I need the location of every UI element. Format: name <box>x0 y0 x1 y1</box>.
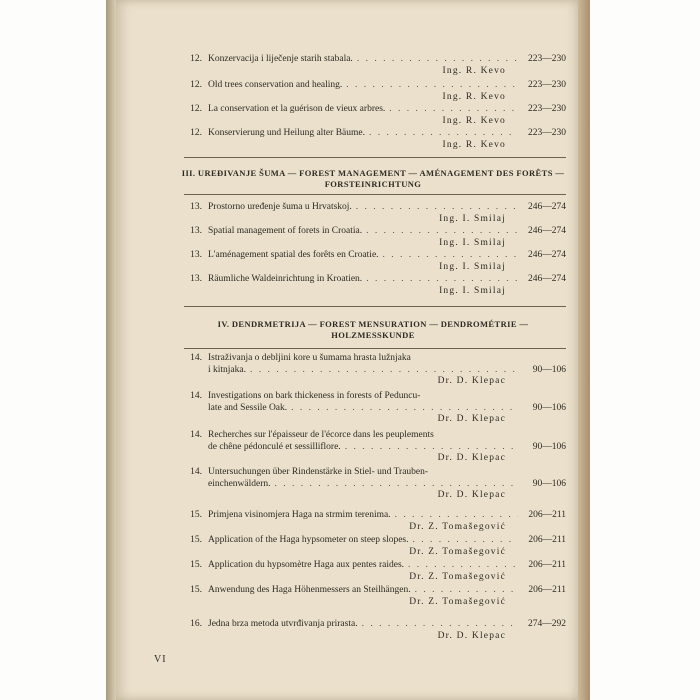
toc-entry <box>186 128 566 151</box>
section-rule <box>184 306 566 307</box>
toc-entry <box>186 535 566 558</box>
entry-author: Ing. I. Smilaj <box>439 213 506 224</box>
dot-leader <box>369 128 518 140</box>
entry-author: Dr. Z. Tomašegović <box>409 546 506 557</box>
dot-leader <box>250 365 518 377</box>
toc-entry <box>186 353 566 388</box>
toc-entry <box>186 250 566 273</box>
dot-leader <box>366 226 518 238</box>
entry-author: Ing. R. Kevo <box>442 65 506 76</box>
toc-entry <box>186 54 566 77</box>
toc-entry <box>186 80 566 103</box>
entry-pages: 90—106 <box>532 402 566 413</box>
entry-author: Dr. D. Klepac <box>437 414 506 424</box>
toc-entry <box>186 202 566 225</box>
entry-number: 12. <box>190 54 202 64</box>
toc-entry <box>186 467 566 502</box>
entry-title: Istraživanja o debljini kore u šumama hrasta lužnjaka <box>208 353 411 363</box>
toc-entry <box>186 560 566 583</box>
entry-title: Primjena visinomjera Haga na strmim terenima. <box>208 510 391 520</box>
entry-pages: 90—106 <box>532 441 566 452</box>
entry-title: Recherches sur l'épaisseur de l'écorce dans les peuplements <box>208 430 434 440</box>
entry-number: 15. <box>190 585 202 595</box>
entry-title: Application du hypsomètre Haga aux pentes raides. <box>208 560 405 570</box>
dot-leader <box>357 54 518 66</box>
dot-leader <box>413 535 518 547</box>
entry-pages: 246—274 <box>528 226 566 236</box>
entry-pages: 90—106 <box>532 364 566 375</box>
entry-pages: 246—274 <box>528 250 566 260</box>
entry-number: 12. <box>190 128 202 138</box>
entry-author: Dr. D. Klepac <box>437 630 506 641</box>
section-rule <box>184 194 566 195</box>
entry-pages: 223—230 <box>528 80 566 90</box>
book-binding-right <box>578 0 590 700</box>
section-heading: IV. DENDRMETRIJA — FOREST MENSURATION — DENDROMÉTRIE — HOLZMESSKUNDE <box>217 319 529 340</box>
dot-leader <box>356 202 518 214</box>
entry-title: Räumliche Waldeinrichtung in Kroatien. <box>208 274 363 284</box>
entry-number: 15. <box>190 510 202 520</box>
entry-pages: 206—211 <box>528 535 566 545</box>
entry-title-continued: de chêne pédonculé et sessilliflore. <box>208 441 341 452</box>
dot-leader <box>366 274 518 286</box>
entry-title-continued: einchenwäldern. <box>208 478 271 489</box>
entry-title: Application of the Haga hypsometer on steep slopes. <box>208 535 409 545</box>
entry-pages: 206—211 <box>528 510 566 520</box>
section-rule <box>184 348 566 349</box>
entry-title: Spatial management of forets in Croatia. <box>208 226 363 236</box>
entry-number: 16. <box>190 619 202 629</box>
entry-title: Investigations on bark thickeness in forests of Peduncu- <box>208 391 421 401</box>
entry-pages: 206—211 <box>528 585 566 595</box>
entry-title: Untersuchungen über Rindenstärke in Stiel- und Trauben- <box>208 467 429 477</box>
entry-title: Prostorno uređenje šuma u Hrvatskoj. <box>208 202 352 212</box>
entry-pages: 90—106 <box>532 478 566 489</box>
entry-title: Jedna brza metoda utvrđivanja prirasta. <box>208 619 358 629</box>
book-binding-left <box>106 0 116 700</box>
entry-number: 14. <box>190 391 202 401</box>
entry-author: Ing. R. Kevo <box>442 91 506 102</box>
entry-number: 13. <box>190 274 202 284</box>
entry-number: 13. <box>190 202 202 212</box>
entry-title: L'aménagement spatial des forêts en Croatie. <box>208 250 379 260</box>
section-heading: III. UREĐIVANJE ŠUMA — FOREST MANAGEMENT — AMÉNAGEMENT DES FORÊTS — FORSTEINRICHTUNG <box>181 168 565 189</box>
toc-entry <box>186 430 566 465</box>
entry-pages: 246—274 <box>528 274 566 284</box>
entry-author: Ing. R. Kevo <box>442 139 506 150</box>
toc-entry <box>186 585 566 608</box>
entry-number: 13. <box>190 226 202 236</box>
toc-entry <box>186 226 566 249</box>
entry-pages: 223—230 <box>528 54 566 64</box>
dot-leader <box>415 585 518 597</box>
toc-entry <box>186 104 566 127</box>
entry-title: Konservierung und Heilung alter Bäume. <box>208 128 365 138</box>
entry-pages: 246—274 <box>528 202 566 212</box>
entry-author: Dr. D. Klepac <box>437 453 506 463</box>
entry-pages: 206—211 <box>528 560 566 570</box>
entry-author: Dr. D. Klepac <box>437 376 506 386</box>
dot-leader <box>275 479 518 491</box>
entry-number: 14. <box>190 353 202 363</box>
dot-leader <box>395 510 518 522</box>
entry-number: 14. <box>190 467 202 477</box>
entry-author: Ing. I. Smilaj <box>439 237 506 248</box>
entry-title-continued: late and Sessile Oak. <box>208 402 288 413</box>
entry-pages: 274—292 <box>528 619 566 629</box>
entry-title: La conservation et la guérison de vieux arbres. <box>208 104 386 114</box>
entry-title-continued: i kitnjaka. <box>208 364 246 375</box>
toc-entry <box>186 391 566 426</box>
toc-entry <box>186 274 566 297</box>
entry-author: Ing. I. Smilaj <box>439 261 506 272</box>
dot-leader <box>346 80 518 92</box>
toc-entry <box>186 510 566 533</box>
entry-pages: 223—230 <box>528 104 566 114</box>
page-number: VI <box>154 654 167 665</box>
entry-number: 15. <box>190 535 202 545</box>
entry-author: Dr. D. Klepac <box>437 490 506 500</box>
entry-number: 12. <box>190 80 202 90</box>
entry-number: 15. <box>190 560 202 570</box>
dot-leader <box>383 250 518 262</box>
entry-title: Old trees conservation and healing. <box>208 80 343 90</box>
entry-author: Dr. Z. Tomašegović <box>409 596 506 607</box>
toc-entry <box>186 619 566 642</box>
entry-author: Dr. Z. Tomašegović <box>409 521 506 532</box>
entry-author: Dr. Z. Tomašegović <box>409 571 506 582</box>
section-rule <box>184 157 566 158</box>
dot-leader <box>345 442 518 454</box>
entry-pages: 223—230 <box>528 128 566 138</box>
entry-title: Anwendung des Haga Höhenmessers an Steilhängen. <box>208 585 411 595</box>
entry-author: Ing. R. Kevo <box>442 115 506 126</box>
dot-leader <box>362 619 518 631</box>
entry-number: 13. <box>190 250 202 260</box>
entry-title: Konzervacija i liječenje starih stabala. <box>208 54 353 64</box>
entry-number: 12. <box>190 104 202 114</box>
entry-number: 14. <box>190 430 202 440</box>
dot-leader <box>389 104 518 116</box>
book-page <box>116 0 578 700</box>
dot-leader <box>291 403 518 415</box>
dot-leader <box>408 560 518 572</box>
entry-author: Ing. I. Smilaj <box>439 285 506 296</box>
